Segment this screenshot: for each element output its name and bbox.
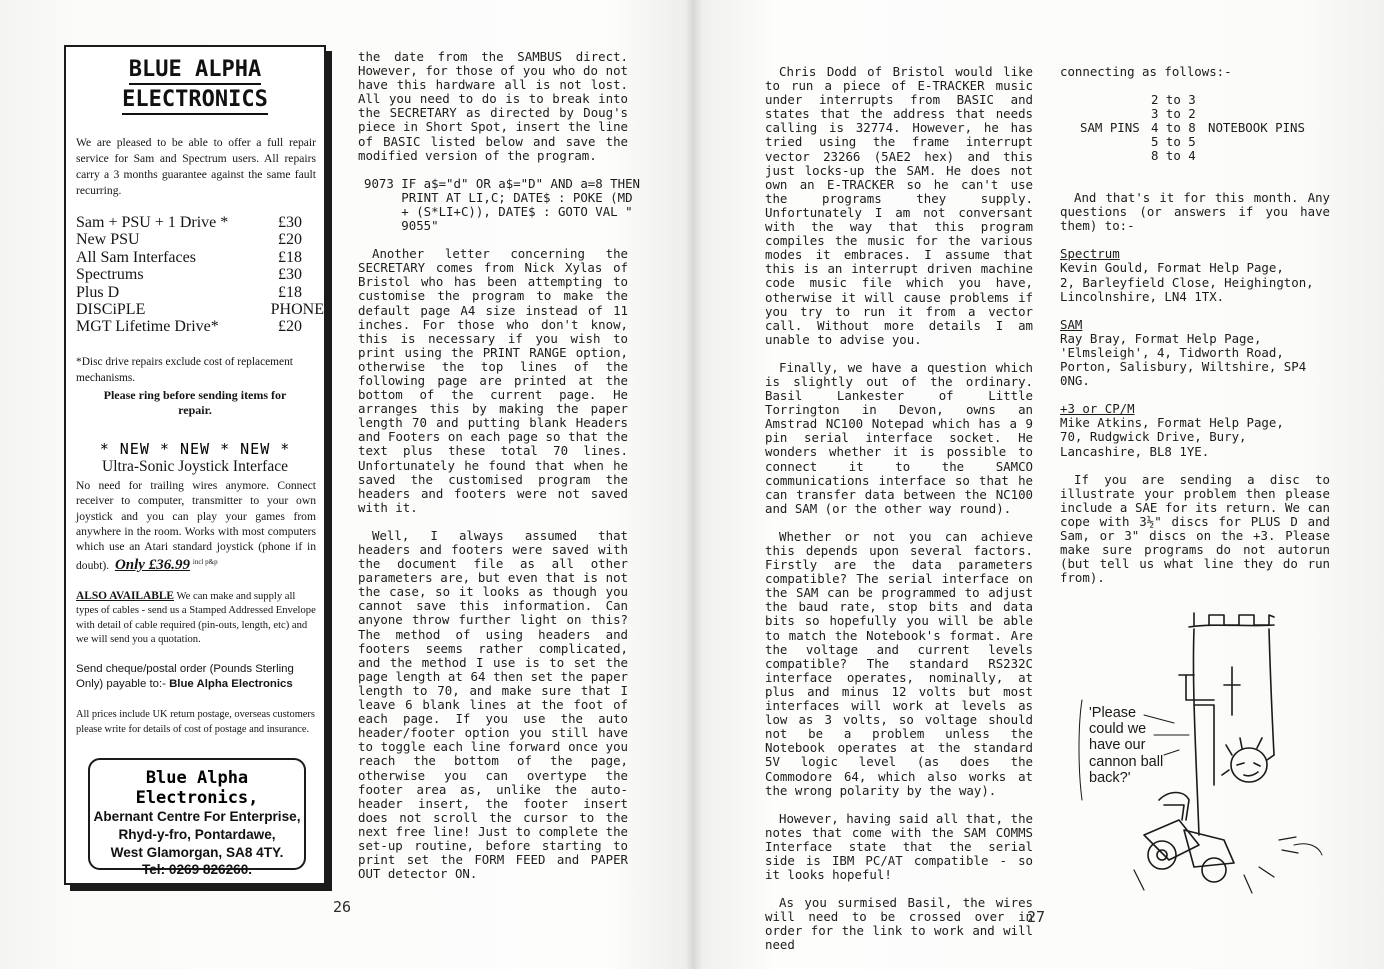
contact-line: Lincolnshire, LN4 1TX. xyxy=(1060,288,1225,304)
pin-table xyxy=(1060,93,1330,177)
price-item: DISCiPLE xyxy=(76,301,146,319)
right-page xyxy=(694,0,1384,969)
address-line: Abernant Centre For Enterprise, xyxy=(93,809,301,824)
blue-alpha-advert xyxy=(64,45,326,885)
contact-line: Kevin Gould, Format Help Page, xyxy=(1060,260,1284,276)
price-item: Spectrums xyxy=(76,266,144,284)
page-number: 27 xyxy=(1027,908,1046,926)
paragraph: Finally, we have a question which is slightly out of the ordinary. Basil Lankester of Little Torrington in Devon, owns an Amstrad NC100 Notepad which has a 9 pin serial interface socket. He wonders whether it is possible to connect it to the SAMCO communications interface so that he can transfer data between the NC100 and SAM (or the other way round). xyxy=(765,359,1033,516)
pin-mapping: 3 to 2 xyxy=(1151,106,1196,122)
notebook-pins-label: NOTEBOOK PINS xyxy=(1208,120,1305,136)
payment-payee: Blue Alpha Electronics xyxy=(169,678,293,691)
paragraph: If you are sending a disc to illustrate your problem then please include a SAE for its return. We can cope with 3½" discs for PLUS D and Sam, or 3" discs on the +3. Please make sure programs do not autorun (but tell us what line they do run from). xyxy=(1060,471,1330,586)
paragraph: Whether or not you can achieve this depends upon several factors. Firstly are the data parameters compatible? The serial interface on the SAM can be programmed to adjust the baud rate, stop bits and data bits so hopefully you will be able to match the Notebook's format. Are the voltage and current levels compatible? The standard RS232C interface operates, nominally, at plus and minus 12 volts but most interfaces will work at levels as low as 3 volts, so voltage should not be a problem unless the Notebook operates at the standard 5V logic level (as does the Commodore 64, which also works at the wrong polarity by the way). xyxy=(765,528,1033,798)
paragraph: And that's it for this month. Any questions (or answers if you have them) to:- xyxy=(1060,190,1330,234)
paragraph: Well, I always assumed that headers and footers were saved with the document file as all other parameters are, but even that is not the case, so it looks as though you cannot save this information. Can anyone throw further light on this? The method of using headers and footers seems rather complicated, and the method I use is to set the page length at 64 then set the paper length to 70, and make sure that I leave 6 blank lines at the foot of each page. If you use the auto header/footer option you still have to toggle each line forward once you reach the bottom of the page, otherwise you can overtype the footer area as, unlike the auto-header insert, the footer insert does not scroll the cursor to the next free line! Just to complete the set-up routine, before starting to print set the FORM FEED and PAPER OUT detector ON. xyxy=(358,527,628,882)
address-box xyxy=(88,758,306,878)
new-banner: * NEW * NEW * NEW * xyxy=(99,439,291,458)
advert-intro: We are pleased to be able to offer a full repair service for Sam and Spectrum users. All repairs carry a 3 months guarantee against the same fault recurring. xyxy=(76,136,316,197)
price-row xyxy=(66,284,324,301)
page-number: 26 xyxy=(333,898,352,916)
product-description xyxy=(76,478,316,573)
contact-line: Porton, Salisbury, Wiltshire, SP4 0NG. xyxy=(1060,359,1307,389)
contact-label: +3 or CP/M xyxy=(1060,401,1135,417)
price-item: Plus D xyxy=(76,283,120,301)
paragraph: However, having said all that, the notes that come with the SAM COMMS Interface state that the serial side is IBM PC/AT compatible - so it looks hopeful! xyxy=(765,810,1033,883)
price-value: £30 xyxy=(278,214,302,231)
address-line: Rhyd-y-fro, Pontardawe, xyxy=(118,826,276,842)
contact-plus3 xyxy=(1060,402,1330,458)
connection-intro: connecting as follows:- xyxy=(1060,64,1232,79)
price-row xyxy=(66,214,324,231)
price-item: Sam + PSU + 1 Drive * xyxy=(76,214,229,231)
disc-note: *Disc drive repairs exclude cost of replacement mechanisms. xyxy=(76,355,293,384)
contact-spectrum xyxy=(1060,247,1330,303)
price-value: £20 xyxy=(278,231,302,249)
address-line: West Glamorgan, SA8 4TY. xyxy=(110,844,284,860)
paragraph: the date from the SAMBUS direct. However, for those of you who do not have this hardware all is not lost. All you need to do is to break into the SECRETARY as directed by Doug's piece in Short Spot, insert the line of BASIC listed below and save the modified version of the program. xyxy=(358,49,628,163)
cartoon-caption: 'Please could we have our cannon ball back?' xyxy=(1089,705,1164,786)
price-value: PHONE xyxy=(270,301,324,319)
pin-mapping: 2 to 3 xyxy=(1151,92,1196,108)
price-row xyxy=(66,318,324,335)
right-text-column-1 xyxy=(765,65,1033,953)
contact-sam xyxy=(1060,318,1330,388)
price-incl: incl p&p xyxy=(192,557,218,566)
basic-code-listing: 9073 IF a$="d" OR a$="D" AND a=8 THEN PRINT AT LI,C; DATE$ : POKE (MD + (S*LI+C)), DATE$ : GOTO VAL " 9055" xyxy=(364,175,641,234)
also-available-text: We can make and supply all types of cables - send us a Stamped Addressed Envelope with detail of cable required (pin-outs, length, etc) and we will send you a quotation. xyxy=(76,591,316,645)
ring-note: Please ring before sending items for repair. xyxy=(103,387,287,417)
price-value: £18 xyxy=(278,283,302,301)
product-price: Only £36.99 xyxy=(114,556,190,573)
contact-line: 2, Barleyfield Close, Heighington, xyxy=(1060,274,1314,290)
telephone: Tel: 0269 826260. xyxy=(141,862,253,878)
product-name: Ultra-Sonic Joystick Interface xyxy=(102,457,288,475)
contact-label: SAM xyxy=(1060,316,1083,332)
advert-title-line1: BLUE ALPHA xyxy=(129,57,261,85)
paragraph: As you surmised Basil, the wires will need to be crossed over in order for the link to work and will need xyxy=(765,895,1033,953)
paragraph: Chris Dodd of Bristol would like to run a piece of E-TRACKER music under interrupts from BASIC and states that the address that needs calling is 32774. However, he has tried using the frame interrupt vector 23266 (5AE2 hex) and this just locks-up the SAM. He does not own an E-TRACKER so he can't use the programs they supply. Unfortunately I am not conversant with the way that this program compiles the music for the various modes it embraces. I assume that this is an interrupt driven machine code music file which you have, otherwise it will cause problems if you try to run it from a vector call. Without more details I am unable to advise you. xyxy=(765,64,1033,347)
price-item: All Sam Interfaces xyxy=(76,248,196,266)
pin-mapping: 8 to 4 xyxy=(1151,148,1196,164)
also-available-label: ALSO AVAILABLE xyxy=(76,590,175,603)
sam-pins-label: SAM PINS xyxy=(1080,120,1140,136)
right-text-column-2 xyxy=(1060,65,1330,585)
price-list xyxy=(66,214,324,336)
price-row xyxy=(66,231,324,248)
price-row xyxy=(66,301,324,318)
contact-label: Spectrum xyxy=(1060,246,1120,262)
price-value: £30 xyxy=(278,266,302,284)
contact-line: 70, Rudgwick Drive, Bury, xyxy=(1060,429,1247,445)
price-item: MGT Lifetime Drive* xyxy=(76,318,219,336)
price-value: £18 xyxy=(278,248,302,266)
pin-mapping-list xyxy=(1151,93,1196,163)
price-row xyxy=(66,266,324,283)
contact-line: Lancashire, BL8 1YE. xyxy=(1060,443,1210,459)
also-available xyxy=(76,589,316,647)
company-name: Blue Alpha Electronics, xyxy=(135,768,259,808)
product-text: No need for trailing wires anymore. Connect receiver to computer, transmitter to your own joystick and you can play your games from anywhere in the room. Works with most computers which use an Atari standard joystick (phone if in doubt). xyxy=(76,478,316,572)
payment-text: Send cheque/postal order (Pounds Sterling Only) payable to:- xyxy=(76,662,294,691)
contact-line: 'Elmsleigh', 4, Tidworth Road, xyxy=(1060,344,1284,360)
contact-line: Ray Bray, Format Help Page, xyxy=(1060,330,1262,346)
advert-title-line2: ELECTRONICS xyxy=(122,87,268,115)
left-page xyxy=(0,0,690,969)
left-text-column xyxy=(358,49,641,882)
price-value: £20 xyxy=(278,318,302,336)
postage-note: All prices include UK return postage, overseas customers please write for details of cost of postage and insurance. xyxy=(76,708,315,735)
contact-line: Mike Atkins, Format Help Page, xyxy=(1060,415,1284,431)
price-item: New PSU xyxy=(76,231,140,249)
payment-note xyxy=(76,662,316,693)
paragraph: Another letter concerning the SECRETARY comes from Nick Xylas of Bristol who has been attempting to customise the program to make the default page A4 size instead of 11 inches. For those who don't know, this is necessary if you wish to print using the PRINT RANGE option, otherwise the top lines of the following page are printed at the bottom of the current page. He arranges this by making the paper length 70 and putting blank Headers and Footers on each page so that the text plus these total 70 lines. Unfortunately he found that when he saved the customised program the headers and footers were not saved with it. xyxy=(358,246,628,515)
pin-mapping: 4 to 8 xyxy=(1151,120,1196,136)
advert-title xyxy=(66,55,324,115)
price-row xyxy=(66,249,324,266)
pin-mapping: 5 to 5 xyxy=(1151,134,1196,150)
